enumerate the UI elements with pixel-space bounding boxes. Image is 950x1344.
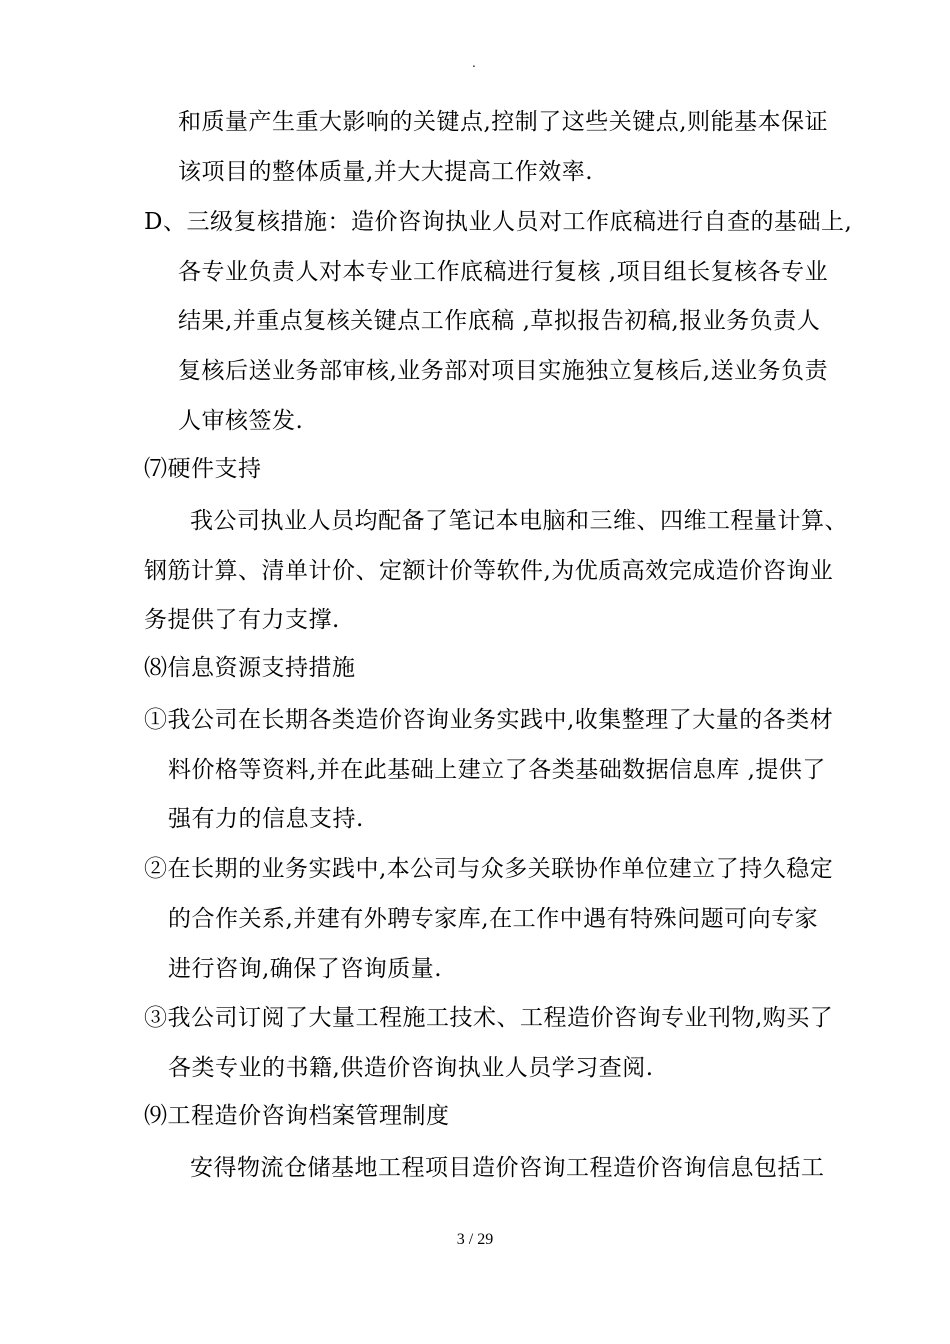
text-line: 各类专业的书籍,供造价咨询执业人员学习查阅. bbox=[168, 1055, 654, 1081]
text-line: 我公司执业人员均配备了笔记本电脑和三维、四维工程量计算、 bbox=[190, 508, 848, 534]
text-line: ②在长期的业务实践中,本公司与众多关联协作单位建立了持久稳定 bbox=[144, 856, 834, 882]
text-line: 强有力的信息支持. bbox=[168, 806, 364, 832]
text-line: 料价格等资料,并在此基础上建立了各类基础数据信息库 ,提供了 bbox=[168, 757, 826, 783]
text-line: 人审核签发. bbox=[178, 408, 304, 434]
text-line: 钢筋计算、清单计价、定额计价等软件,为优质高效完成造价咨询业 bbox=[144, 558, 834, 584]
text-line: 该项目的整体质量,并大大提高工作效率. bbox=[178, 159, 594, 185]
text-line: D、三级复核措施：造价咨询执业人员对工作底稿进行自查的基础上, bbox=[144, 209, 853, 235]
text-line: 各专业负责人对本专业工作底稿进行复核 ,项目组长复核各专业 bbox=[178, 259, 829, 285]
text-line: 复核后送业务部审核,业务部对项目实施独立复核后,送业务负责 bbox=[178, 358, 829, 384]
section-heading: ⑺硬件支持 bbox=[144, 456, 262, 482]
section-heading: ⑼工程造价咨询档案管理制度 bbox=[144, 1103, 450, 1129]
text-line: 务提供了有力支撑. bbox=[144, 607, 340, 633]
text-line: 安得物流仓储基地工程项目造价咨询工程造价咨询信息包括工 bbox=[190, 1155, 825, 1181]
text-line: ①我公司在长期各类造价咨询业务实践中,收集整理了大量的各类材 bbox=[144, 707, 834, 733]
text-line: 和质量产生重大影响的关键点,控制了这些关键点,则能基本保证 bbox=[178, 109, 829, 135]
section-heading: ⑻信息资源支持措施 bbox=[144, 655, 356, 681]
text-line: 的合作关系,并建有外聘专家库,在工作中遇有特殊问题可向专家 bbox=[168, 906, 819, 932]
page-number: 3 / 29 bbox=[456, 1231, 494, 1248]
text-line: 结果,并重点复核关键点工作底稿 ,草拟报告初稿,报业务负责人 bbox=[178, 308, 821, 334]
text-line: 进行咨询,确保了咨询质量. bbox=[168, 956, 443, 982]
header-mark: . bbox=[472, 56, 476, 70]
text-line: ③我公司订阅了大量工程施工技术、工程造价咨询专业刊物,购买了 bbox=[144, 1005, 834, 1031]
